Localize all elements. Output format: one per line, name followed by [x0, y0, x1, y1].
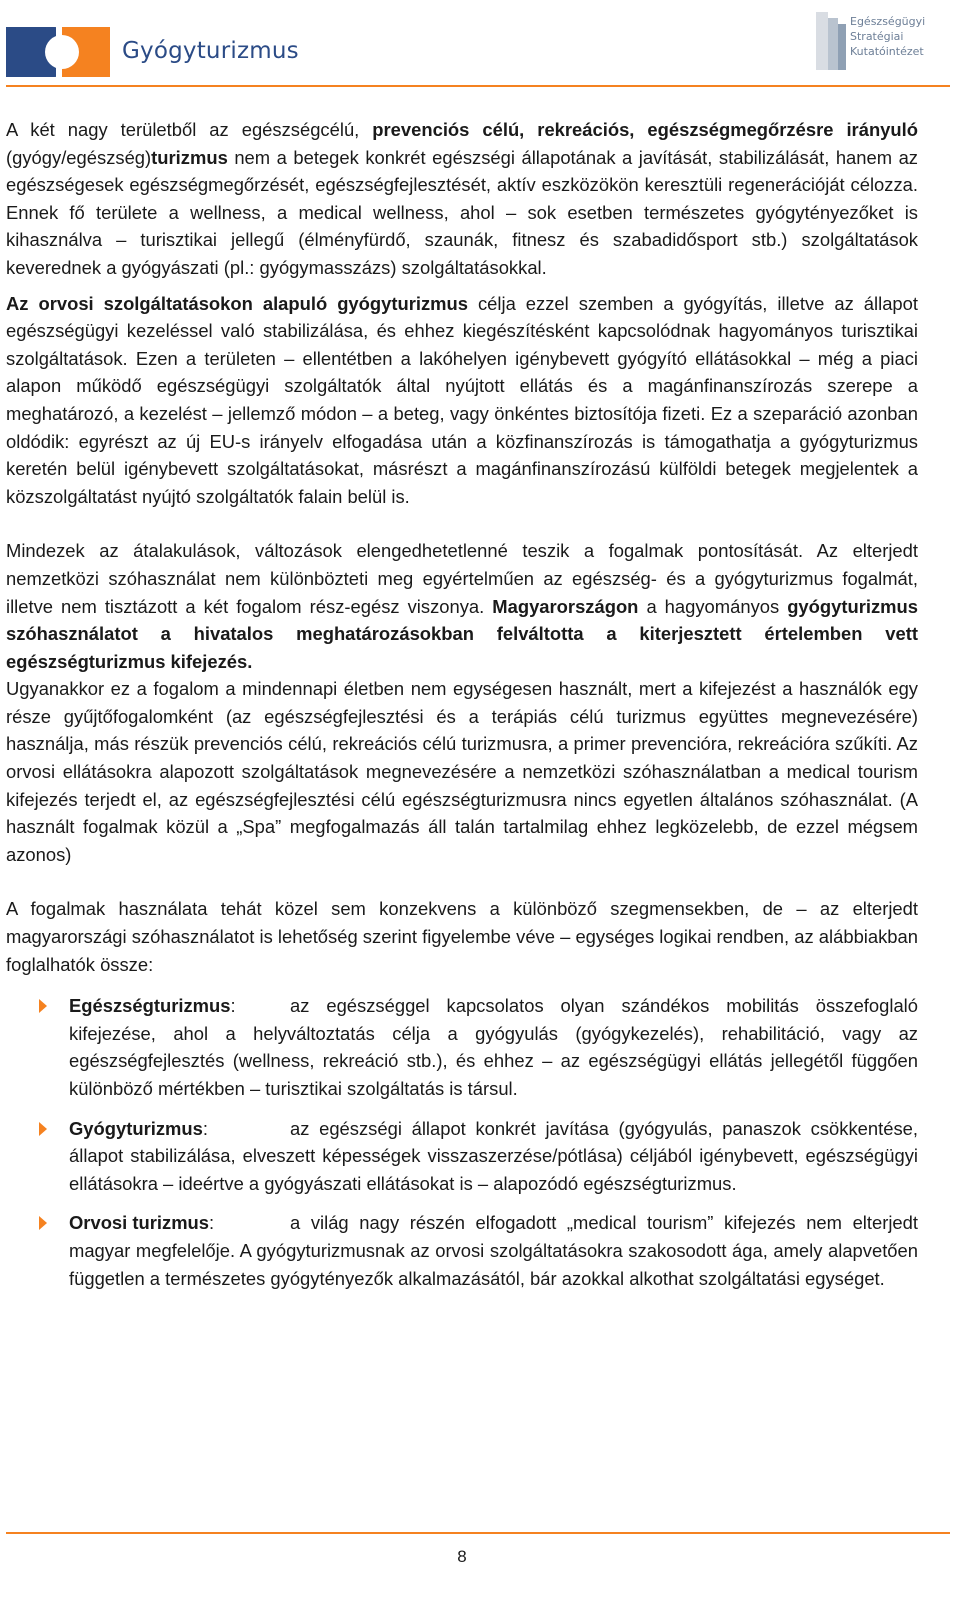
- text-run: célja ezzel szemben a gyógyítás, illetve az állapot egészségügyi kezeléssel való stabilizálása, és ehhez kiegészítésként kapcsolódnak hagyományos turisztikai szolgáltatások. Ezen a területen – ellentétben a lakóhelyen igénybevett gyógyító ellátásokkal – még a piaci alapon működő egészségügyi szolgáltatók által nyújtott ellátás és a magánfinanszírozás szerepe a meghatározó, a kezelést – jellemző módon – a beteg, vagy önkéntes biztosítója fizeti. Ez a szeparáció azonban oldódik: egyrészt az új EU-s irányelv elfogadása után a közfinanszírozás is támogathatja a gyógyturizmus keretén belül igénybevett szolgáltatásokat, másrészt a magánfinanszírozású külföldi betegek megjelentek a közszolgáltatást nyújtó szolgáltatók falain belül is.: [6, 292, 918, 507]
- bullet-arrow-icon: [39, 999, 47, 1013]
- definition-item: [6, 992, 918, 1102]
- institute-name: [850, 14, 925, 59]
- page-number: 8: [457, 1547, 467, 1566]
- term-colon: :: [209, 1212, 215, 1234]
- header-divider: [6, 85, 950, 87]
- bold-phrase: Az orvosi szolgáltatásokon alapuló gyógyturizmus: [6, 292, 468, 314]
- definition-term: [69, 1115, 290, 1143]
- paragraph-prevention-tourism: [6, 116, 918, 282]
- brand-logo-icon: [6, 27, 110, 77]
- definition-term: [69, 992, 290, 1020]
- definition-text: az egészséggel kapcsolatos olyan szándékos mobilitás összefoglaló kifejezése, ahol a helyváltoztatás célja a gyógyulás (gyógykezelés), rehabilitáció, vagy az egészségfejlesztés (wellness, rekreáció stb.), és ehhez – az egészségügyi ellátás jellegétől függően különböző mértékben – turisztikai szolgáltatás is társul.: [69, 995, 918, 1099]
- definition-text: a világ nagy részén elfogadott „medical tourism” kifejezés nem elterjedt magyar megfelelője. A gyógyturizmusnak az orvosi szolgáltatásokra szakosodott ága, amely alapvetően független a természetes gyógytényezők alkalmazásától, bár azokkal alkothat szolgáltatási egységet.: [69, 1212, 918, 1289]
- definition-term: [69, 1209, 290, 1237]
- term-colon: :: [202, 1117, 208, 1139]
- paragraph-usage: Ugyanakkor ez a fogalom a mindennapi életben nem egységesen használt, mert a kifejezést a használók egy része gyűjtőfogalomként (az egészségfejlesztési és a terápiás célú turizmus együttes megnevezésére) használja, más részük prevenciós célú, rekreációs célú turizmusra, a primer prevencióra, rekreációra szűkíti. Az orvosi ellátásokra alapozott szolgáltatások megnevezésére a nemzetközi szóhasználatban a medical tourism kifejezés terjedt el, az egészségfejlesztési célú egészségturizmusra nincs egyetlen általános szóhasználat. (A használt fogalmak közül a „Spa” megfogalmazás áll talán tartalmilag ehhez legközelebb, de ezzel mégsem azonos): [6, 678, 918, 865]
- definition-text: az egészségi állapot konkrét javítása (gyógyulás, panaszok csökkentése, állapot stabilizálása, elveszett képességek visszaszerzése/pótlása) céljából igénybevett, egészségügyi ellátásokra – ideértve a gyógyászati ellátásokat is – alapozódó egészségturizmus.: [69, 1117, 918, 1194]
- text-run: Mindezek az átalakulások, változások elengedhetetlenné teszik a fogalmak pontosítását. Az elterjedt nemzetközi szóhasználat nem különbözteti meg egyértelműen az egészség- és a gyógyturizmus fogalmát, illetve nem tisztázott a két fogalom rész-egész viszonya.: [6, 540, 918, 617]
- bullet-arrow-icon: [39, 1216, 47, 1230]
- paragraph-terminology: [6, 537, 918, 675]
- definition-item: [6, 1115, 918, 1198]
- term-label: Orvosi turizmus: [69, 1212, 210, 1234]
- text-run: a hagyományos: [638, 595, 788, 617]
- bold-phrase: gyógyturizmus szóhasználatot a hivatalos meghatározásokban felváltotta a kiterjesztett értelemben vett egészségturizmus kifejezés.: [6, 595, 918, 672]
- term-colon: :: [230, 995, 236, 1017]
- institute-line-3: Kutatóintézet: [850, 45, 924, 58]
- institute-logo: [816, 10, 936, 72]
- document-body: [6, 116, 918, 1304]
- bold-phrase: Magyarországon: [492, 595, 639, 617]
- paragraph-summary-intro: A fogalmak használata tehát közel sem konzekvens a különböző szegmensekben, de – az elterjedt magyarországi szóhasználatot is lehetőség szerint figyelembe véve – egységes logikai rendben, az alábbiakban foglalhatók össze:: [6, 898, 918, 975]
- footer-divider: [6, 1532, 950, 1534]
- text-run: A két nagy területből az egészségcélú,: [6, 119, 373, 140]
- text-run: (gyógy/egészség): [6, 146, 152, 168]
- page-header: [0, 0, 960, 90]
- definition-list: [6, 992, 918, 1292]
- term-label: Gyógyturizmus: [69, 1117, 203, 1139]
- bold-phrase: prevenciós célú, rekreációs, egészségmegőrzésre irányuló: [372, 119, 918, 140]
- bold-phrase: turizmus: [151, 146, 228, 168]
- text-run: nem a betegek konkrét egészségi állapotának a javítását, stabilizálását, hanem az egészségesek egészségmegőrzését, egészségfejlesztését, aktív eszközökön keresztüli regenerációját célozza. Ennek fő területe a wellness, a medical wellness, ahol – sok esetben természetes gyógytényezőket is kihasználva – turisztikai jellegű (élményfürdő, szaunák, fitnesz és szabadidősport stb.) szolgáltatások keverednek a gyógyászati (pl.: gyógymasszázs) szolgáltatásokkal.: [6, 146, 918, 278]
- brand-title: Gyógyturizmus: [122, 38, 299, 64]
- institute-line-2: Stratégiai: [850, 30, 904, 43]
- bullet-arrow-icon: [39, 1122, 47, 1136]
- definition-item: [6, 1209, 918, 1292]
- paragraph-medical-tourism: [6, 290, 918, 511]
- term-label: Egészségturizmus: [69, 995, 231, 1017]
- institute-line-1: Egészségügyi: [850, 15, 926, 28]
- institute-logo-icon: [816, 10, 852, 72]
